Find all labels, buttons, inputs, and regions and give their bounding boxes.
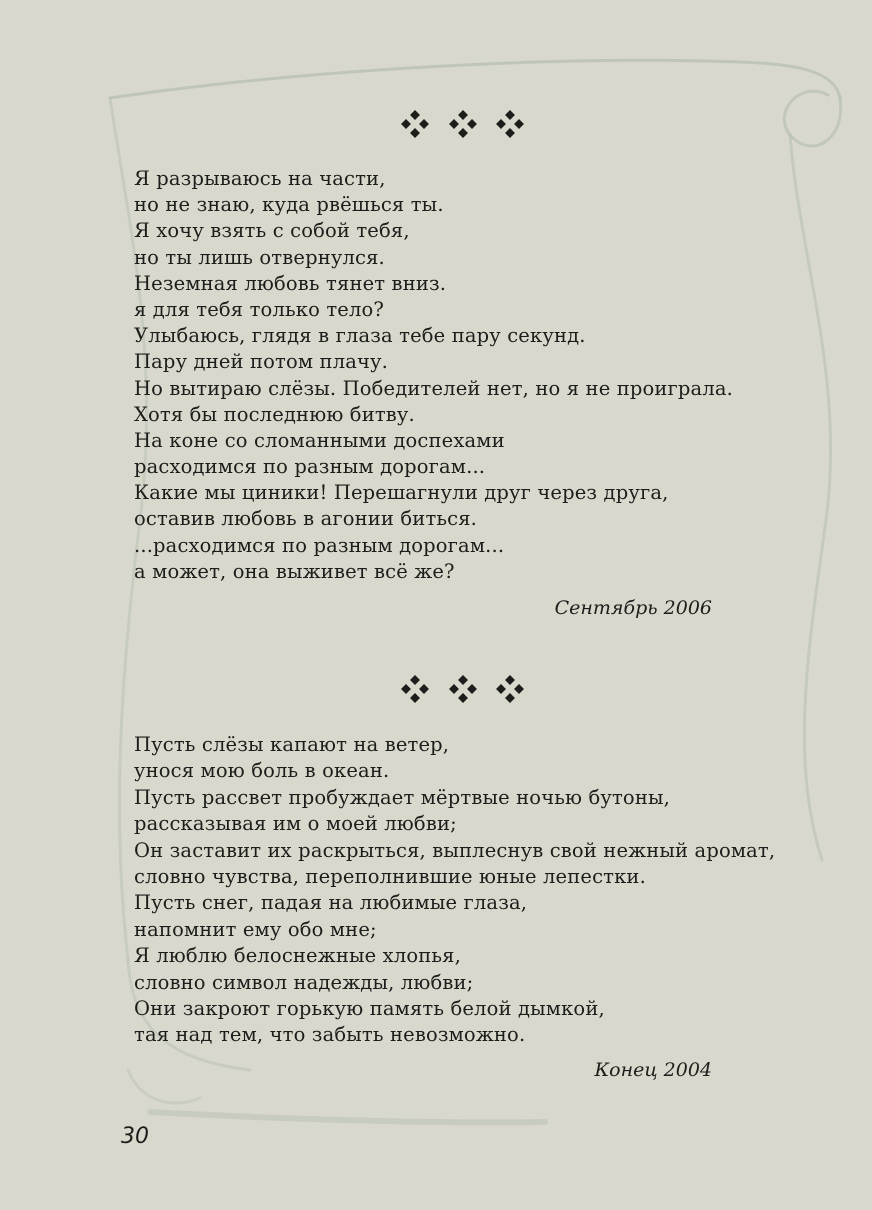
section-ornament: [0, 107, 872, 141]
poem-1-date: Сентябрь 2006: [554, 597, 712, 619]
poem-line: Хотя бы последнюю битву.: [134, 402, 415, 426]
poem-1-lines: [134, 166, 733, 585]
page-number: 30: [121, 1124, 149, 1149]
poem-line: Они закроют горькую память белой дымкой,: [134, 996, 605, 1020]
poem-line: я для тебя только тело?: [134, 297, 384, 321]
poem-line: Но вытираю слёзы. Победителей нет, но я не проиграла.: [134, 376, 733, 400]
poem-line: Пусть снег, падая на любимые глаза,: [134, 891, 528, 915]
poem-line: Пусть рассвет пробуждает мёртвые ночью бутоны,: [134, 785, 670, 809]
poem-line: оставив любовь в агонии биться.: [134, 507, 478, 531]
poem-line: Неземная любовь тянет вниз.: [134, 271, 447, 295]
poem-line: расходимся по разным дорогам...: [134, 455, 486, 479]
poem-line: Я хочу взять с собой тебя,: [134, 219, 410, 243]
poem-line: но не знаю, куда рвёшься ты.: [134, 193, 444, 217]
poem-line: но ты лишь отвернулся.: [134, 245, 385, 269]
ornament-diamond-cluster: [496, 675, 524, 703]
section-ornament: [0, 672, 872, 706]
poem-line: Он заставит их раскрыться, выплеснув свой нежный аромат,: [134, 838, 776, 862]
ornament-diamond-cluster: [401, 675, 429, 703]
poem-line: словно чувства, переполнившие юные лепестки.: [134, 864, 646, 888]
poem-line: а может, она выживет всё же?: [134, 559, 455, 583]
poem-line: Я люблю белоснежные хлопья,: [134, 944, 461, 968]
poem-line: рассказывая им о моей любви;: [134, 812, 457, 836]
poem-line: напомнит ему обо мне;: [134, 917, 377, 941]
poem-line: Пусть слёзы капают на ветер,: [134, 733, 450, 756]
poem-line: Я разрываюсь на части,: [134, 167, 386, 190]
poem-line: тая над тем, что забыть невозможно.: [134, 1023, 526, 1047]
poem-line: Какие мы циники! Перешагнули друг через друга,: [134, 481, 669, 505]
ornament-diamond-cluster: [449, 675, 477, 703]
poem-line: ...расходимся по разным дорогам...: [134, 533, 505, 557]
poem-line: Улыбаюсь, глядя в глаза тебе пару секунд.: [134, 324, 586, 348]
poem-2-lines: [134, 732, 775, 1049]
ornament-diamond-cluster: [449, 110, 477, 138]
poem-2-date: Конец 2004: [594, 1059, 712, 1081]
poem-line: На коне со сломанными доспехами: [134, 428, 505, 452]
poem-line: унося мою боль в океан.: [134, 759, 390, 783]
ornament-diamond-cluster: [401, 110, 429, 138]
ornament-diamond-cluster: [496, 110, 524, 138]
poem-line: Пару дней потом плачу.: [134, 350, 389, 374]
poem-line: словно символ надежды, любви;: [134, 970, 474, 994]
